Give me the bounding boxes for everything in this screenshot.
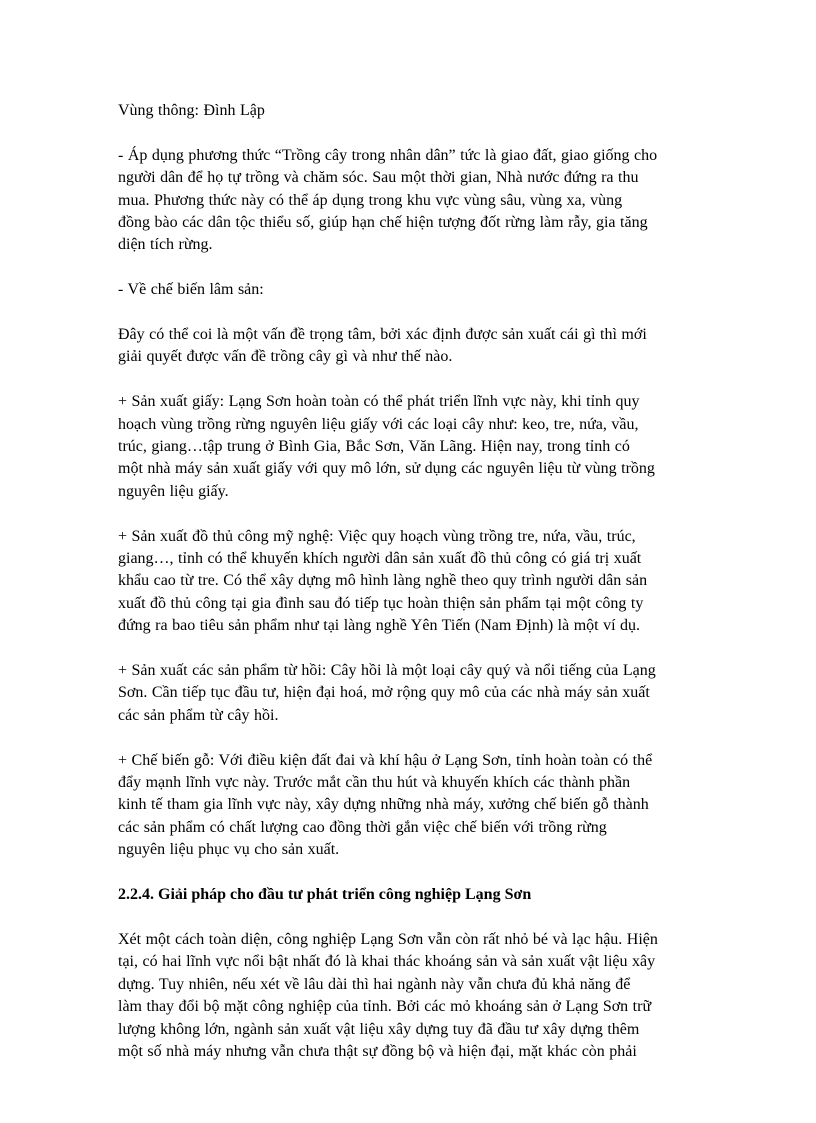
- region-line: Vùng thông: Đình Lập: [118, 102, 265, 119]
- key-issue-paragraph: Đây có thể coi là một vấn đề trọng tâm, bởi xác định được sản xuất cái gì thì mới giải quyết được vấn đề trồng cây gì và như thế nào.: [118, 326, 647, 366]
- wood-processing-paragraph: + Chế biến gỗ: Với điều kiện đất đai và khí hậu ở Lạng Sơn, tỉnh hoàn toàn có thể đẩy mạnh lĩnh vực này. Trước mắt cần thu hút và khuyến khích các thành phần kinh tế tham gia lĩnh vực này, xây dựng những nhà máy, xưởng chế biến gỗ thành các sản phẩm có chất lượng cao đồng thời gắn việc chế biến với trồng rừng nguyên liệu phục vụ cho sản xuất.: [118, 751, 653, 859]
- industry-overview-paragraph: Xét một cách toàn diện, công nghiệp Lạng Sơn vẫn còn rất nhỏ bé và lạc hậu. Hiện tại, có hai lĩnh vực nổi bật nhất đó là khai thác khoáng sản và sản xuất vật liệu xây dựng. Tuy nhiên, nếu xét về lâu dài thì hai ngành này vẫn chưa đủ khả năng để làm thay đổi bộ mặt công nghiệp của tỉnh. Bởi các mỏ khoáng sản ở Lạng Sơn trữ lượng không lớn, ngành sản xuất vật liệu xây dựng tuy đã đầu tư xây dựng thêm một số nhà máy nhưng vẫn chưa thật sự đồng bộ và hiện đại, mặt khác còn phải: [118, 930, 658, 1060]
- planting-method-paragraph: - Áp dụng phương thức “Trồng cây trong nhân dân” tức là giao đất, giao giống cho người dân để họ tự trồng và chăm sóc. Sau một thời gian, Nhà nước đứng ra thu mua. Phương thức này có thể áp dụng trong khu vực vùng sâu, vùng xa, vùng đồng bào các dân tộc thiểu số, giúp hạn chế hiện tượng đốt rừng làm rẫy, gia tăng diện tích rừng.: [118, 146, 658, 254]
- handicraft-paragraph: + Sản xuất đồ thủ công mỹ nghệ: Việc quy hoạch vùng trồng tre, nứa, vầu, trúc, giang…, tỉnh có thể khuyến khích người dân sản xuất đồ thủ công có giá trị xuất khẩu cao từ tre. Có thể xây dựng mô hình làng nghề theo quy trình người dân sản xuất đồ thủ công tại gia đình sau đó tiếp tục hoàn thiện sản phẩm tại một công ty đứng ra bao tiêu sản phẩm như tại làng nghề Yên Tiến (Nam Định) là một ví dụ.: [118, 527, 648, 635]
- paper-production-paragraph: + Sản xuất giấy: Lạng Sơn hoàn toàn có thể phát triển lĩnh vực này, khi tỉnh quy hoạch vùng trồng rừng nguyên liệu giấy với các loại cây như: keo, tre, nứa, vầu, trúc, giang…tập trung ở Bình Gia, Bắc Sơn, Văn Lãng. Hiện nay, trong tỉnh có một nhà máy sản xuất giấy với quy mô lớn, sử dụng các nguyên liệu từ vùng trồng nguyên liệu giấy.: [118, 393, 655, 500]
- forest-processing-label: - Về chế biến lâm sản:: [118, 281, 264, 299]
- section-heading: 2.2.4. Giải pháp cho đầu tư phát triển công nghiệp Lạng Sơn: [118, 886, 532, 904]
- document-page: [118, 100, 703, 1086]
- anise-products-paragraph: + Sản xuất các sản phẩm từ hồi: Cây hồi là một loại cây quý và nổi tiếng của Lạng Sơn. Cần tiếp tục đầu tư, hiện đại hoá, mở rộng quy mô của các nhà máy sản xuất các sản phẩm từ cây hồi.: [118, 662, 656, 724]
